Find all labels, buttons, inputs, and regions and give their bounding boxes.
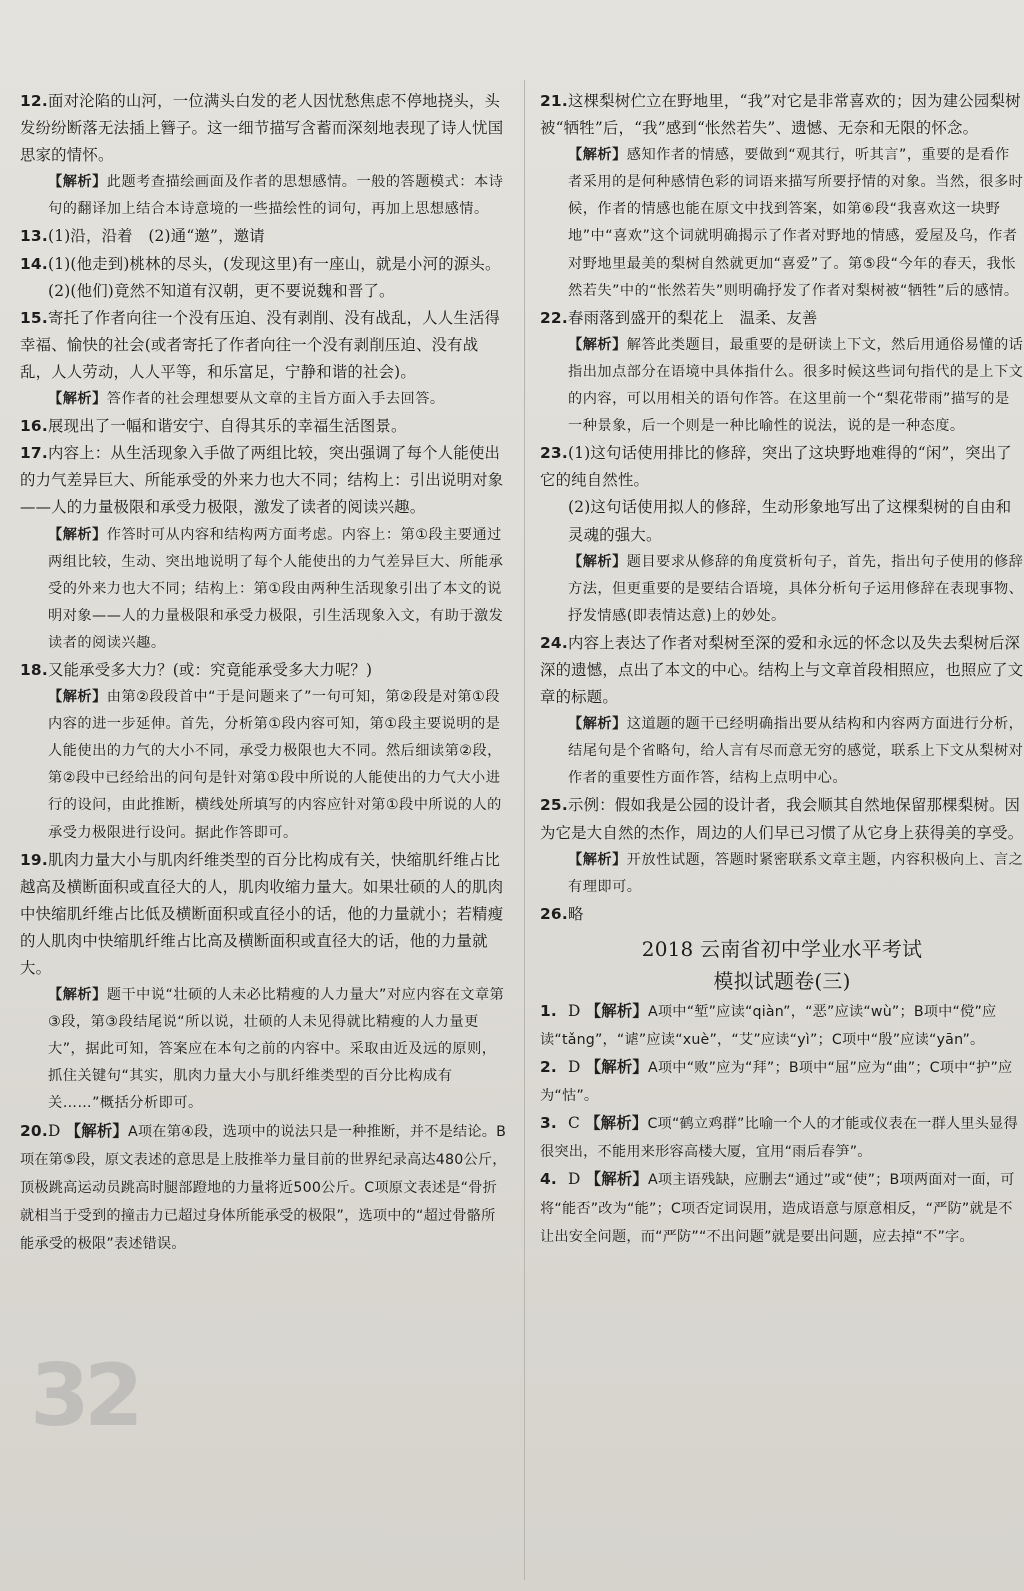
analysis-text: A项主语残缺，应删去“通过”或“使”；B项两面对一面，可将“能否”改为“能”；C项否定词误用，造成语意与原意相反，“严防”就是不让出安全问题，而“严防”“不出问题”就是要出问题，应去掉“不”字。 [540, 1172, 1015, 1245]
question-number: 12. [20, 92, 48, 110]
analysis-text: 感知作者的情感，要做到“观其行，听其言”，重要的是看作者采用的是何种感情色彩的词语来描写所要抒情的对象。当然，很多时候，作者的情感也能在原文中找到答案，如第⑥段“我喜欢这一块野地”中“喜欢”这个词就明确揭示了作者对野地的情感，爱屋及乌，作者对野地里最美的梨树自然就更加“喜爱”了。第⑤段“今年的春天，我怅然若失”中的“怅然若失”则明确抒发了作者对梨树被“牺牲”后的感情。 [568, 147, 1024, 299]
analysis-text: 解答此类题目，最重要的是研读上下文，然后用通俗易懂的话指出加点部分在语境中具体指什么。很多时候这些词句指代的是上下文的内容，可以用相关的语句作答。在这里前一个“梨花带雨”描写的是一种景象，后一个则是一种比喻性的说法，说的是一种态度。 [568, 336, 1024, 435]
answer-text: 内容上：从生活现象入手做了两组比较，突出强调了每个人能使出的力气差异巨大、所能承受的外来力也大不同；结构上：引出说明对象——人的力量极限和承受力极限，激发了读者的阅读兴趣。 [20, 444, 504, 517]
left-item [20, 251, 508, 305]
left-column [20, 88, 508, 1258]
question-number: 14. [20, 254, 48, 273]
answer-line [540, 901, 1024, 928]
section-item [540, 1110, 1024, 1166]
analysis-text: 题干中说“壮硕的人未必比精瘦的人力量大”对应内容在文章第③段，第③段结尾说“所以说，壮硕的人未见得就比精瘦的人力量更大”，据此可知，答案应在本句之前的内容中。采取由近及远的原则，抓住关键句“其实，肌肉力量大小与肌纤维类型的百分比构成有关……”概括分析即可。 [48, 987, 505, 1112]
answer-text: D [568, 1170, 581, 1189]
answer-line [540, 792, 1024, 846]
answer-line [540, 440, 1024, 494]
answer-line [540, 88, 1024, 142]
answer-text: 示例：假如我是公园的设计者，我会顺其自然地保留那棵梨树。因为它是大自然的杰作，周边的人们早已习惯了从它身上获得美的享受。 [540, 796, 1024, 842]
left-item [20, 847, 508, 1118]
left-item [20, 223, 508, 250]
right-item [540, 792, 1024, 900]
analysis-block [20, 522, 508, 657]
analysis-block [540, 142, 1024, 305]
left-item [20, 657, 508, 847]
right-item [540, 440, 1024, 630]
analysis-tag: 【解析】 [48, 689, 107, 706]
answer-text: D [568, 1001, 581, 1020]
question-number: 16. [20, 417, 48, 436]
answer-text: (1)沿，沿着 (2)通“邀”，邀请 [48, 227, 265, 246]
answer-line [540, 998, 1024, 1054]
analysis-tag: 【解析】 [65, 1121, 129, 1140]
analysis-block [540, 847, 1024, 901]
section-item [540, 1054, 1024, 1110]
analysis-text: 由第②段段首中“于是问题来了”一句可知，第②段是对第①段内容的进一步延伸。首先，分析第①段内容可知，第①段主要说明的是人能使出的力气的大小不同，承受力极限也大不同。然后细读第②段，第②段中已经给出的问句是针对第①段中所说的人能使出的力气大小进行的设问，由此推断，横线处所填写的内容应针对第①段中所说的人的承受力极限进行设问。据此作答即可。 [48, 689, 502, 841]
section-item [540, 1166, 1024, 1250]
analysis-text: 开放性试题，答题时紧密联系文章主题，内容积极向上、言之有理即可。 [568, 851, 1024, 895]
left-item [20, 413, 508, 440]
analysis-block [20, 169, 508, 223]
answer-text: 内容上表达了作者对梨树至深的爱和永远的怀念以及失去梨树后深深的遗憾，点出了本文的中心。结构上与文章首段相照应，也照应了文章的标题。 [540, 633, 1024, 707]
answer-line [20, 657, 508, 684]
answer-text: 又能承受多大力？(或：究竟能承受多大力呢？) [48, 660, 373, 679]
analysis-text: C项“鹤立鸡群”比喻一个人的才能或仪表在一群人里头显得很突出，不能用来形容高楼大厦，宜用“雨后春笋”。 [540, 1116, 1018, 1161]
answer-text: 面对沦陷的山河，一位满头白发的老人因忧愁焦虑不停地挠头，头发纷纷断落无法插上簪子。这一细节描写含蓄而深刻地表现了诗人忧国思家的情怀。 [20, 92, 504, 165]
right-item [540, 630, 1024, 793]
analysis-text: 作答时可从内容和结构两方面考虑。内容上：第①段主要通过两组比较，生动、突出地说明了每个人能使出的力气差异巨大、所能承受的外来力也大不同；结构上：第①段由两种生活现象引出了本文的说明对象——人的力量极限和承受力极限，引生活现象入文，有助于激发读者的阅读兴趣。 [48, 526, 504, 651]
answer-line [540, 1166, 1024, 1250]
answer-line [20, 413, 508, 440]
answer-text: 略 [568, 904, 584, 923]
question-number: 19. [20, 850, 48, 869]
analysis-block [20, 982, 508, 1117]
answer-line [20, 88, 508, 169]
answer-line [20, 305, 508, 386]
answer-line [540, 630, 1024, 711]
question-number: 24. [540, 633, 568, 652]
answer-subpart: (2)(他们)竟然不知道有汉朝，更不要说魏和晋了。 [48, 281, 395, 300]
analysis-tag: 【解析】 [585, 1001, 649, 1020]
answer-text: (1)这句话使用排比的修辞，突出了这块野地难得的“闲”，突出了它的纯自然性。 [540, 444, 1012, 490]
answer-line [540, 1054, 1024, 1110]
answer-line [20, 847, 508, 982]
analysis-text: 答作者的社会理想要从文章的主旨方面入手去回答。 [106, 391, 445, 408]
analysis-tag: 【解析】 [568, 851, 627, 868]
answer-text: 肌肉力量大小与肌肉纤维类型的百分比构成有关，快缩肌纤维占比越高及横断面积或直径大的人，肌肉收缩力量大。如果壮硕的人的肌肉中快缩肌纤维占比低及横断面积或直径小的话，他的力量就小；若精瘦的人肌肉中快缩肌纤维占比高及横断面积或直径大的话，他的力量就大。 [20, 850, 504, 977]
right-item [540, 305, 1024, 440]
question-number: 23. [540, 444, 568, 463]
analysis-block [20, 386, 508, 413]
answer-line [20, 223, 508, 250]
left-item [20, 1118, 508, 1258]
answer-subpart: (2)这句话使用拟人的修辞，生动形象地写出了这棵梨树的自由和灵魂的强大。 [568, 498, 1012, 544]
analysis-tag: 【解析】 [568, 716, 627, 733]
question-number: 21. [540, 92, 568, 110]
right-answer-list [540, 88, 1024, 928]
analysis-block [540, 332, 1024, 440]
question-number: 4. [540, 1170, 557, 1189]
analysis-text: 这道题的题干已经明确指出要从结构和内容两方面进行分析，结尾句是个省略句，给人言有尽而意无穷的感觉，联系上下文从梨树对作者的重要性方面作答，结构上点明中心。 [568, 716, 1024, 787]
section-answer-list [540, 998, 1024, 1251]
column-divider [524, 80, 525, 1580]
answer-text: 展现出了一幅和谐安宁、自得其乐的幸福生活图景。 [48, 417, 407, 436]
analysis-tag: 【解析】 [585, 1058, 649, 1077]
question-number: 22. [540, 308, 568, 327]
analysis-tag: 【解析】 [568, 147, 627, 164]
left-item [20, 305, 508, 413]
answer-text: C [568, 1114, 580, 1133]
analysis-block [20, 684, 508, 847]
analysis-tag: 【解析】 [585, 1170, 649, 1189]
analysis-text: A项中“败”应为“拜”；B项中“屈”应为“曲”；C项中“护”应为“怙”。 [540, 1060, 1013, 1105]
answer-text: 这棵梨树伫立在野地里，“我”对它是非常喜欢的；因为建公园梨树被“牺牲”后，“我”感到“怅然若失”、遗憾、无奈和无限的怀念。 [540, 92, 1021, 138]
page-number: 32 [30, 1346, 138, 1446]
answer-text: 寄托了作者向往一个没有压迫、没有剥削、没有战乱，人人生活得幸福、愉快的社会(或者寄托了作者向往一个没有剥削压迫、没有战乱，人人劳动，人人平等，和乐富足，宁静和谐的社会)。 [20, 308, 501, 381]
analysis-block [540, 549, 1024, 630]
question-number: 26. [540, 904, 568, 923]
question-number: 18. [20, 660, 48, 679]
right-column [540, 88, 1024, 1251]
analysis-text: A项中“堑”应读“qiàn”，“恶”应读“wù”；B项中“傥”应读“tǎng”，“谑”应读“xuè”，“艾”应读“yì”；C项中“殷”应读“yān”。 [540, 1003, 997, 1048]
section-subtitle: 模拟试题卷(三) [713, 968, 851, 993]
analysis-text: 题目要求从修辞的角度赏析句子，首先，指出句子使用的修辞方法，但更重要的是要结合语境，具体分析句子运用修辞在表现事物、抒发情感(即表情达意)上的妙处。 [568, 553, 1024, 624]
analysis-tag: 【解析】 [48, 987, 107, 1004]
answer-line [20, 440, 508, 521]
question-number: 20. [20, 1121, 48, 1140]
left-item [20, 440, 508, 657]
left-item [20, 88, 508, 223]
analysis-text: 此题考查描绘画面及作者的思想感情。一般的答题模式：本诗句的翻译加上结合本诗意境的一些描绘性的词句，再加上思想感情。 [48, 174, 504, 218]
section-title: 2018 云南省初中学业水平考试 [641, 936, 923, 961]
question-number: 1. [540, 1001, 557, 1020]
analysis-text: A项在第④段，选项中的说法只是一种推断，并不是结论。B项在第⑤段，原文表述的意思是上肢推举力量目前的世界纪录高达480公斤，顶极跳高运动员跳高时腿部蹬地的力量将近500公斤。C项原文表述是“骨折就相当于受到的撞击力已超过身体所能承受的极限”，选项中的“超过骨骼所能承受的极限”表述错误。 [20, 1123, 507, 1252]
answer-text: D [568, 1058, 581, 1077]
answer-line [20, 1118, 508, 1258]
analysis-block [540, 711, 1024, 792]
analysis-tag: 【解析】 [48, 391, 107, 408]
analysis-tag: 【解析】 [48, 526, 107, 543]
question-number: 17. [20, 444, 48, 463]
analysis-tag: 【解析】 [585, 1114, 648, 1133]
question-number: 3. [540, 1114, 557, 1133]
analysis-tag: 【解析】 [568, 553, 627, 570]
answer-text: D [48, 1121, 61, 1140]
analysis-tag: 【解析】 [48, 174, 107, 191]
analysis-tag: 【解析】 [568, 336, 627, 353]
right-item [540, 901, 1024, 928]
question-number: 25. [540, 796, 568, 815]
answer-line [20, 251, 508, 278]
question-number: 15. [20, 308, 48, 327]
answer-line [540, 1110, 1024, 1166]
question-number: 2. [540, 1058, 557, 1077]
right-item [540, 88, 1024, 305]
answer-line [540, 305, 1024, 332]
question-number: 13. [20, 227, 48, 246]
section-item [540, 998, 1024, 1054]
answer-text: 春雨落到盛开的梨花上 温柔、友善 [568, 308, 818, 327]
answer-text: (1)(他走到)桃林的尽头，(发现这里)有一座山，就是小河的源头。 [48, 254, 501, 273]
